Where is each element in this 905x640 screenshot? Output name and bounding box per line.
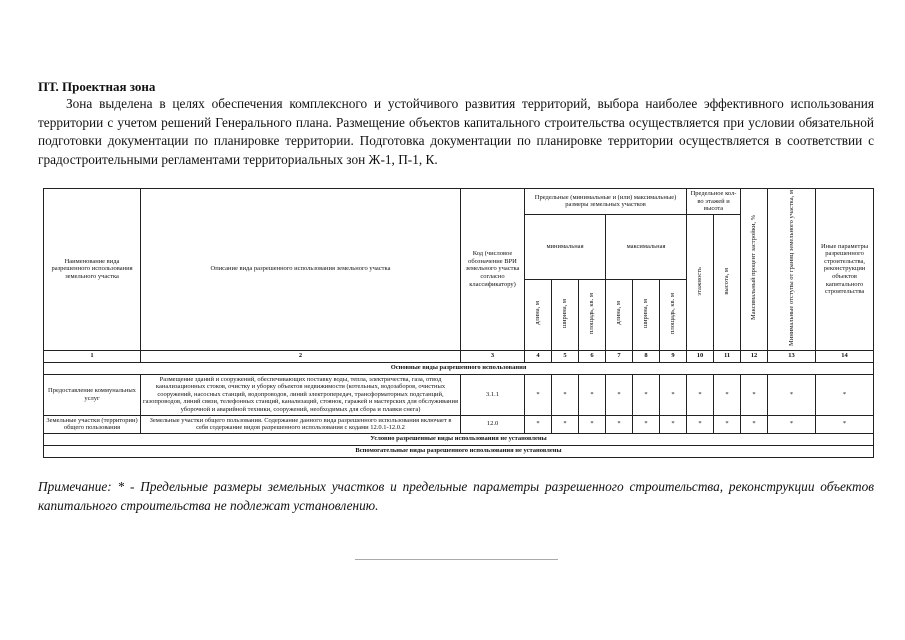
header-height: высота, м [714,214,741,350]
header-min-area: площадь, кв. м [579,279,606,350]
header-max-width: ширина, м [633,279,660,350]
row-value: * [633,415,660,433]
header-coverage: Максимальный процент застройки, % [741,189,768,351]
row-value: * [579,415,606,433]
row-code: 12.0 [461,415,525,433]
column-number: 7 [606,350,633,362]
row-name: Земельные участки (территории) общего пользования [44,415,141,433]
intro-paragraph: Зона выделена в целях обеспечения комплексного и устойчивого развития территорий, выбора наиболее эффективного использования территории с учетом решений Генерального плана. Размещение объектов капитального строительства осуществляется при условии обязательной подготовки документации по планировке территории. Подготовка документации по планировке территории осуществляется в соответствии с градостроительными регламентами территориальных зон Ж-1, П-1, К. [38,96,874,167]
row-value: * [714,374,741,415]
row-value: * [687,374,714,415]
header-other: Иные параметры разрешенного строительства, реконструкции объектов капитального строительства [816,189,874,351]
header-plot-limits: Предельные (минимальные и (или) максимальные) размеры земельных участков [525,189,687,215]
row-value: * [768,374,816,415]
column-number: 1 [44,350,141,362]
column-number: 3 [461,350,525,362]
table-row [44,374,874,415]
row-value: * [606,374,633,415]
header-name: Наименование вида разрешенного использования земельного участка [44,189,141,351]
column-number: 11 [714,350,741,362]
row-code: 3.1.1 [461,374,525,415]
column-number: 6 [579,350,606,362]
row-value: * [633,374,660,415]
row-value: * [816,374,874,415]
row-value: * [606,415,633,433]
row-value: * [660,374,687,415]
column-number-row [44,350,874,362]
row-name: Предоставление коммунальных услуг [44,374,141,415]
row-value: * [816,415,874,433]
footer-divider [355,559,558,560]
column-number: 10 [687,350,714,362]
row-value: * [579,374,606,415]
column-number: 9 [660,350,687,362]
header-max-length: длина, м [606,279,633,350]
table-row [44,415,874,433]
column-number: 2 [141,350,461,362]
section-conditional-uses: Условно разрешенные виды использования не установлены [44,433,874,445]
row-value: * [552,415,579,433]
column-number: 12 [741,350,768,362]
row-value: * [741,415,768,433]
header-max-area: площадь, кв. м [660,279,687,350]
section-main-uses: Основные виды разрешенного использования [44,362,874,374]
footnote: Примечание: * - Предельные размеры земельных участков и предельные параметры разрешенного строительства, реконструкции объектов капитального строительства не подлежат установлению. [38,479,874,513]
row-value: * [660,415,687,433]
row-value: * [525,415,552,433]
row-description: Размещение зданий и сооружений, обеспечивающих поставку воды, тепла, электричества, газа, отвод канализационных стоков, очистку и уборку объектов недвижимости (котельных, водозаборов, очистных сооружений, насосных станций, водопроводов, линий электропередач, трансформаторных подстанций, газопроводов, линий связи, телефонных станций, канализаций, стоянок, гаражей и мастерских для обслуживания уборочной и аварийной техники, сооружений, необходимых для сбора и плавки снега) [141,374,461,415]
header-floors: Предельное кол-во этажей и высота [687,189,741,215]
section-auxiliary-uses: Вспомогательные виды разрешенного использования не установлены [44,445,874,457]
header-code: Код (числовое обозначение ВРИ земельного участка согласно классификатору) [461,189,525,351]
section-heading: ПТ. Проектная зона [38,79,156,94]
header-description: Описание вида разрешенного использования земельного участка [141,189,461,351]
row-value: * [741,374,768,415]
column-number: 5 [552,350,579,362]
row-value: * [714,415,741,433]
column-number: 4 [525,350,552,362]
row-value: * [525,374,552,415]
row-description: Земельные участки общего пользования. Содержание данного вида разрешенного использования включает в себя содержание видов разрешенного использования с кодами 12.0.1-12.0.2 [141,415,461,433]
column-number: 13 [768,350,816,362]
row-value: * [768,415,816,433]
header-storeys: этажность [687,214,714,350]
header-setback: Минимальные отступы от границ земельного участка, м [768,189,816,351]
header-min-length: длина, м [525,279,552,350]
column-number: 8 [633,350,660,362]
column-number: 14 [816,350,874,362]
row-value: * [687,415,714,433]
header-max: максимальная [606,214,687,279]
header-min-width: ширина, м [552,279,579,350]
header-min: минимальная [525,214,606,279]
zone-regulations-table [43,188,874,458]
row-value: * [552,374,579,415]
